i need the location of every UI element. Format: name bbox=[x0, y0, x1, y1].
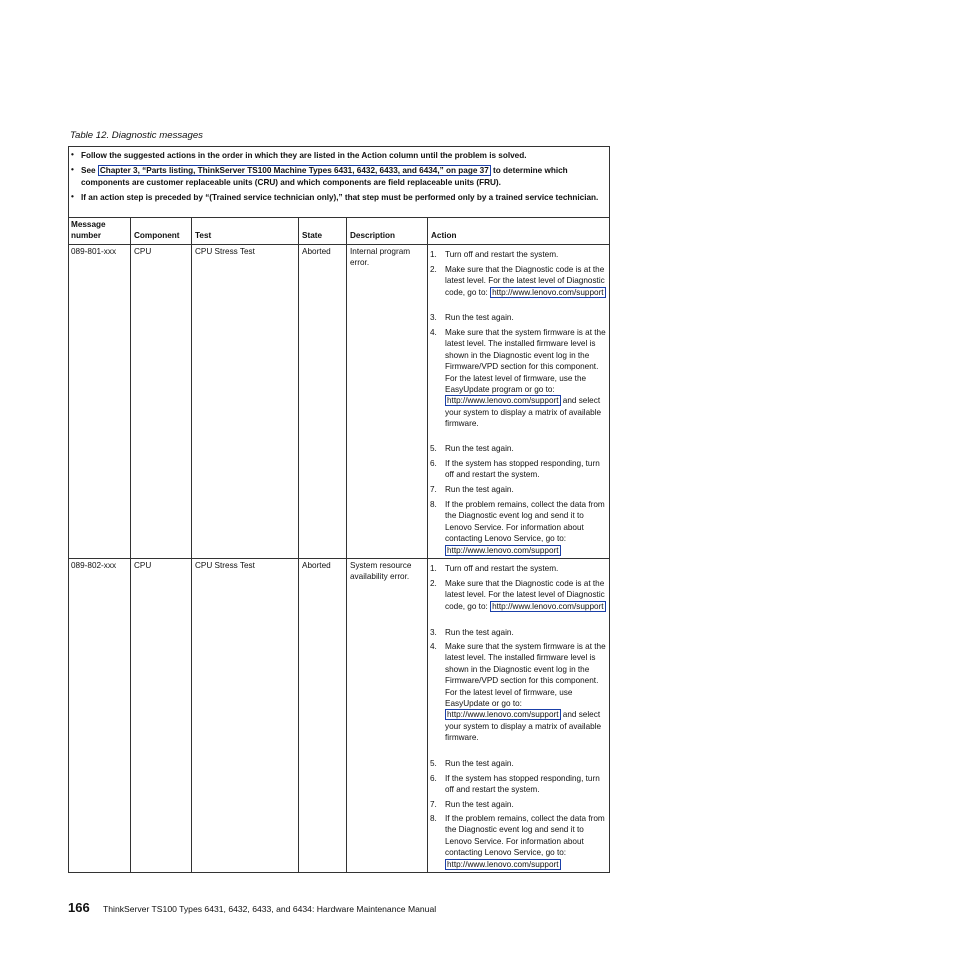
step-text-body: If the problem remains, collect the data from the Diagnostic event log and send it to Lenovo Service. For information about contacting Lenovo Service, go to: bbox=[445, 814, 605, 858]
lenovo-support-link[interactable]: http://www.lenovo.com/support bbox=[492, 601, 604, 611]
step-number: 8. bbox=[430, 500, 437, 509]
step-number: 2. bbox=[430, 579, 437, 588]
row2-state: Aborted bbox=[302, 561, 331, 570]
step-text-body: Make sure that the Diagnostic code is at the latest level. For the latest level of Diagnostic code, go to: bbox=[445, 579, 605, 611]
step-text: If the system has stopped responding, turn off and restart the system. bbox=[445, 459, 600, 480]
step-number: 4. bbox=[430, 642, 437, 651]
step-number: 7. bbox=[430, 800, 437, 809]
note-see-suffix: to determine which components are customer replaceable units (CRU) and which components are field replaceable units (FRU). bbox=[81, 166, 568, 187]
step-text: If the system has stopped responding, turn off and restart the system. bbox=[445, 774, 600, 795]
header-message-line1: Message bbox=[71, 220, 106, 229]
step-text: Run the test again. bbox=[445, 759, 514, 768]
diagnostic-messages-table bbox=[68, 146, 610, 873]
header-message-line2: number bbox=[71, 231, 102, 240]
row1-message-number: 089-801-xxx bbox=[71, 247, 117, 256]
row2-test: CPU Stress Test bbox=[195, 561, 255, 570]
step-text-body: Make sure that the system firmware is at the latest level. The installed firmware level is shown in the Diagnostic event log in the Firmware/VPD section for this component. For the latest level of firmware, use EasyUpdate or go to: bbox=[445, 642, 606, 709]
step-text: Run the test again. bbox=[445, 444, 514, 453]
bullet-icon: • bbox=[71, 165, 74, 174]
header-state: State bbox=[302, 231, 323, 240]
note-trained-technician: If an action step is preceded by “(Trained service technician only),” that step must be performed only by a trained service technician. bbox=[81, 193, 599, 202]
row1-description: Internal program error. bbox=[350, 247, 411, 268]
step-number: 3. bbox=[430, 628, 437, 637]
note-follow-order: Follow the suggested actions in the order in which they are listed in the Action column until the problem is solved. bbox=[81, 151, 527, 160]
step-text bbox=[445, 327, 608, 430]
row1-test: CPU Stress Test bbox=[195, 247, 255, 256]
column-divider bbox=[298, 217, 299, 873]
table-caption: Table 12. Diagnostic messages bbox=[70, 130, 203, 141]
manual-title: ThinkServer TS100 Types 6431, 6432, 6433, and 6434: Hardware Maintenance Manual bbox=[103, 904, 437, 914]
header-test: Test bbox=[195, 231, 212, 240]
bullet-icon: • bbox=[71, 192, 74, 201]
lenovo-support-link[interactable]: http://www.lenovo.com/support bbox=[447, 396, 559, 406]
step-number: 3. bbox=[430, 313, 437, 322]
step-text: Run the test again. bbox=[445, 628, 514, 637]
step-number: 1. bbox=[430, 250, 437, 259]
header-divider bbox=[69, 244, 609, 245]
step-number: 5. bbox=[430, 759, 437, 768]
header-action: Action bbox=[431, 231, 457, 240]
lenovo-support-link[interactable]: http://www.lenovo.com/support bbox=[447, 545, 559, 555]
row2-message-number: 089-802-xxx bbox=[71, 561, 117, 570]
step-number: 8. bbox=[430, 814, 437, 823]
header-description: Description bbox=[350, 231, 396, 240]
header-message-number bbox=[71, 219, 106, 241]
step-number: 6. bbox=[430, 774, 437, 783]
column-divider bbox=[427, 217, 428, 873]
step-text bbox=[445, 499, 608, 556]
row2-description: System resource availability error. bbox=[350, 561, 412, 582]
lenovo-support-link[interactable]: http://www.lenovo.com/support bbox=[492, 287, 604, 297]
step-text: Turn off and restart the system. bbox=[445, 250, 559, 259]
chapter-3-link[interactable]: Chapter 3, “Parts listing, ThinkServer TS100 Machine Types 6431, 6432, 6433, and 6434,” on page 37 bbox=[99, 166, 489, 175]
row1-component: CPU bbox=[134, 247, 152, 256]
row2-component: CPU bbox=[134, 561, 152, 570]
column-divider bbox=[191, 217, 192, 873]
step-number: 1. bbox=[430, 564, 437, 573]
note-see-prefix: See bbox=[81, 166, 98, 175]
step-text-tail: and select your system to display a matrix of available firmware. bbox=[445, 396, 602, 429]
note-see-chapter bbox=[81, 165, 601, 188]
step-text bbox=[445, 641, 608, 744]
page-number: 166 bbox=[68, 900, 90, 915]
step-text: Run the test again. bbox=[445, 800, 514, 809]
step-text bbox=[445, 813, 608, 870]
step-number: 4. bbox=[430, 328, 437, 337]
step-text: Turn off and restart the system. bbox=[445, 564, 559, 573]
row1-state: Aborted bbox=[302, 247, 331, 256]
step-number: 7. bbox=[430, 485, 437, 494]
step-number: 2. bbox=[430, 265, 437, 274]
step-text: Run the test again. bbox=[445, 485, 514, 494]
column-divider bbox=[130, 217, 131, 873]
step-text-tail: and select your system to display a matrix of available firmware. bbox=[445, 710, 602, 743]
step-text: Run the test again. bbox=[445, 313, 514, 322]
step-text bbox=[445, 578, 608, 612]
step-text bbox=[445, 264, 608, 298]
header-component: Component bbox=[134, 231, 180, 240]
step-text-body: Make sure that the Diagnostic code is at the latest level. For the latest level of Diagnostic code, go to: bbox=[445, 265, 605, 297]
bullet-icon: • bbox=[71, 150, 74, 159]
step-number: 6. bbox=[430, 459, 437, 468]
step-text-body: Make sure that the system firmware is at the latest level. The installed firmware level is shown in the Diagnostic event log in the Firmware/VPD section for this component. For the latest level of firmware, use the EasyUpdate program or go to: bbox=[445, 328, 606, 395]
table-notes bbox=[69, 147, 609, 218]
step-text-body: If the problem remains, collect the data from the Diagnostic event log and send it to Lenovo Service. For information about contacting Lenovo Service, go to: bbox=[445, 500, 605, 544]
step-number: 5. bbox=[430, 444, 437, 453]
column-divider bbox=[346, 217, 347, 873]
row-divider bbox=[69, 558, 609, 559]
lenovo-support-link[interactable]: http://www.lenovo.com/support bbox=[447, 859, 559, 869]
lenovo-support-link[interactable]: http://www.lenovo.com/support bbox=[447, 710, 559, 720]
